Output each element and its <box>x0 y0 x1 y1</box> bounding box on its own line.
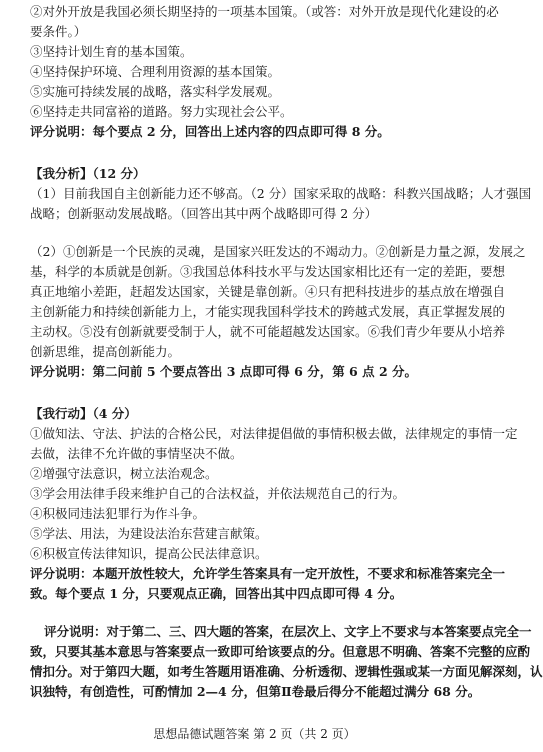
text-line: ③坚持计划生育的基本国策。 <box>30 44 193 59</box>
text-line: （2）①创新是一个民族的灵魂，是国家兴旺发达的不竭动力。②创新是力量之源，发展之 <box>30 244 526 259</box>
text-line: ⑤学法、用法，为建设法治东营建言献策。 <box>30 526 268 541</box>
text-line: 要条件。） <box>30 24 87 39</box>
section-general-scoring <box>30 622 543 702</box>
section-policies <box>30 2 499 142</box>
scoring-note: 情扣分。对于第四大题，如考生答题用语准确、分析透彻、逻辑性强或某一方面见解深刻，认 <box>30 664 543 679</box>
text-line: ②对外开放是我国必须长期坚持的一项基本国策。（或答：对外开放是现代化建设的必 <box>30 4 499 19</box>
section-heading: 【我分析】（12 分） <box>30 166 146 181</box>
scoring-note: 评分说明：每个要点 2 分，回答出上述内容的四点即可得 8 分。 <box>30 124 390 139</box>
text-line: 真正地缩小差距，赶超发达国家，关键是靠创新。④只有把科技进步的基点放在增强自 <box>30 284 506 299</box>
scoring-note: 评分说明：本题开放性较大，允许学生答案具有一定开放性，不要求和标准答案完全一 <box>30 566 506 581</box>
text-line: ①做知法、守法、护法的合格公民，对法律提倡做的事情积极去做，法律规定的事情一定 <box>30 426 518 441</box>
text-line: 基，科学的本质就是创新。③我国总体科技水平与发达国家相比还有一定的差距，要想 <box>30 264 506 279</box>
scoring-note: 评分说明：第二问前 5 个要点答出 3 点即可得 6 分，第 6 点 2 分。 <box>30 364 418 379</box>
section-action <box>30 404 518 604</box>
text-line: ⑤实施可持续发展的战略，落实科学发展观。 <box>30 84 281 99</box>
text-line: ④积极同违法犯罪行为作斗争。 <box>30 506 206 521</box>
text-line: （1）目前我国自主创新能力还不够高。（2 分）国家采取的战略：科教兴国战略；人才强国 <box>30 186 532 201</box>
text-line: 主动权。⑤没有创新就要受制于人，就不可能超越发达国家。⑥我们青少年要从小培养 <box>30 324 506 339</box>
scoring-note: 致，只要其基本意思与答案要点一致即可给该要点的分。但意思不明确、答案不完整的应酌 <box>30 644 531 659</box>
scoring-note: 致。每个要点 1 分，只要观点正确，回答出其中四点即可得 4 分。 <box>30 586 403 601</box>
text-line: ④坚持保护环境、合理利用资源的基本国策。 <box>30 64 281 79</box>
text-line: ⑥坚持走共同富裕的道路。努力实现社会公平。 <box>30 104 293 119</box>
text-line: 战略；创新驱动发展战略。（回答出其中两个战略即可得 2 分） <box>30 206 378 221</box>
scoring-note: 评分说明：对于第二、三、四大题的答案，在层次上、文字上不要求与本答案要点完全一 <box>44 624 532 639</box>
section-heading: 【我行动】（4 分） <box>30 406 137 421</box>
text-line: ②增强守法意识，树立法治观念。 <box>30 466 218 481</box>
section-analysis <box>30 164 532 382</box>
text-line: 主创新能力和持续创新能力上，才能实现我国科学技术的跨越式发展，真正掌握发展的 <box>30 304 506 319</box>
text-line: ③学会用法律手段来维护自己的合法权益，并依法规范自己的行为。 <box>30 486 406 501</box>
page-footer: 思想品德试题答案 第 2 页（共 2 页） <box>153 727 356 741</box>
text-line: 创新思维，提高创新能力。 <box>30 344 181 359</box>
text-line: ⑥积极宣传法律知识，提高公民法律意识。 <box>30 546 268 561</box>
text-line: 去做，法律不允许做的事情坚决不做。 <box>30 446 243 461</box>
scoring-note: 识独特，有创造性，可酌情加 2—4 分，但第Ⅱ卷最后得分不能超过满分 68 分。 <box>30 684 481 699</box>
